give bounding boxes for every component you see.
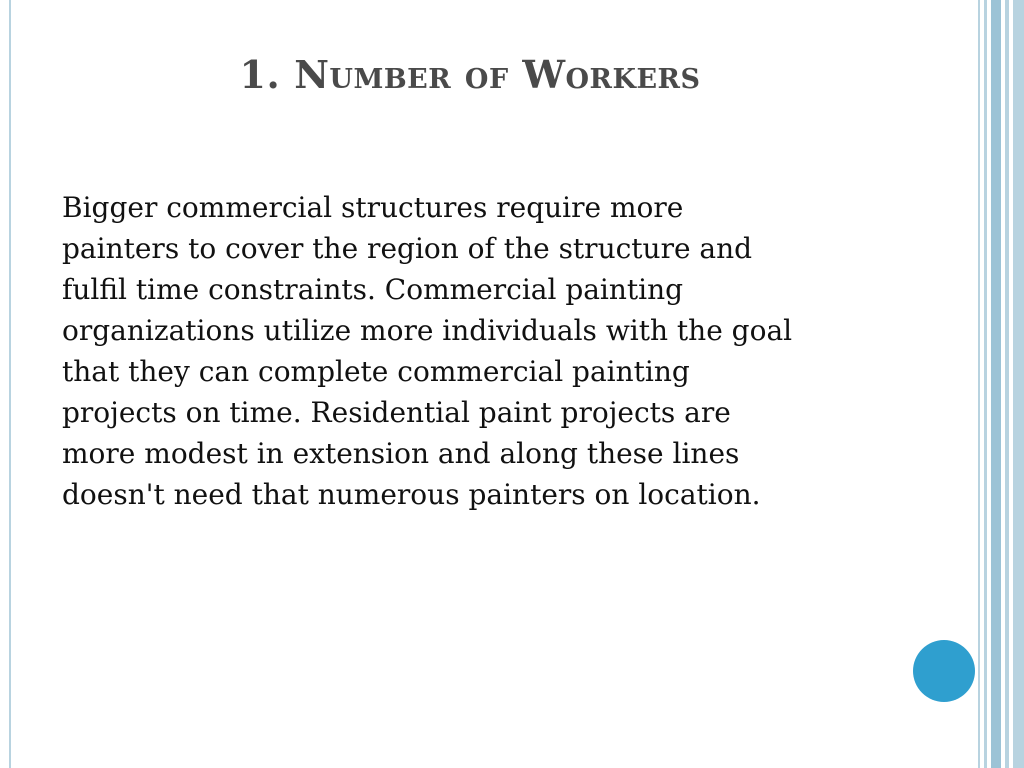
body-line: organizations utilize more individuals with the goal <box>62 314 793 347</box>
body-line: Bigger commercial structures require more <box>62 191 684 224</box>
right-decorative-stripes <box>978 0 1024 768</box>
left-border-line <box>9 0 11 768</box>
accent-circle <box>913 640 975 702</box>
stripe <box>1005 0 1009 768</box>
body-line: that they can complete commercial painting <box>62 355 690 388</box>
body-line: doesn't need that numerous painters on location. <box>62 478 761 511</box>
stripe <box>984 0 987 768</box>
title-text: Number of Workers <box>294 52 701 97</box>
stripe <box>991 0 1001 768</box>
stripe <box>1013 0 1024 768</box>
body-line: more modest in extension and along these lines <box>62 437 740 470</box>
body-line: painters to cover the region of the structure and <box>62 232 753 265</box>
title-number: 1. <box>239 52 281 97</box>
body-line: projects on time. Residential paint projects are <box>62 396 731 429</box>
stripe <box>978 0 980 768</box>
body-line: fulfil time constraints. Commercial painting <box>62 273 684 306</box>
body-paragraph <box>62 187 892 515</box>
slide-title <box>0 52 940 97</box>
